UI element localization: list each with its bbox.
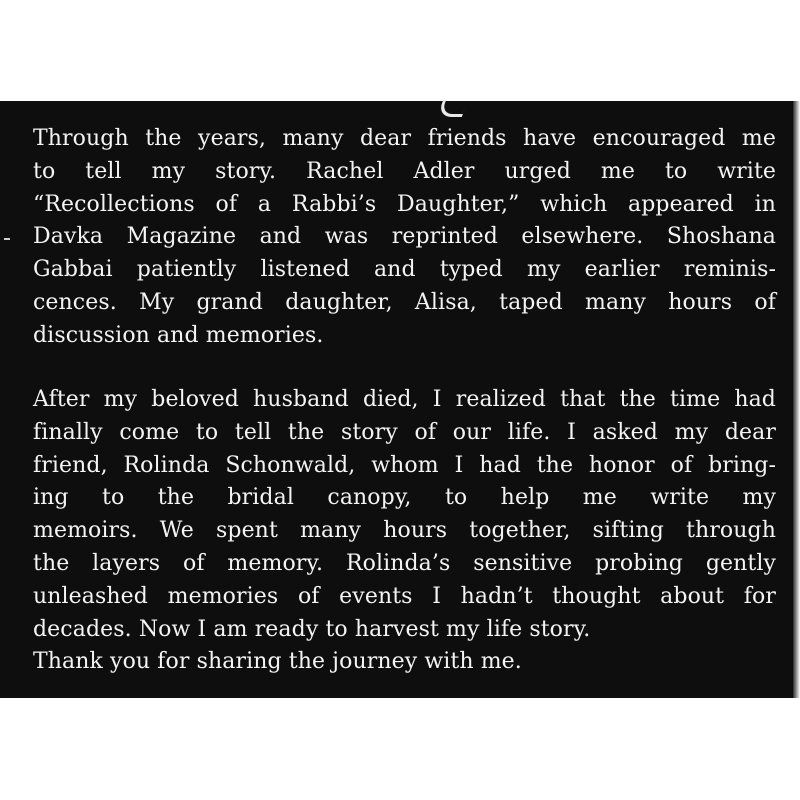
paragraph-line: unleashed memories of events I hadn’t thought about for [33,583,776,609]
paragraph-line: friend, Rolinda Schonwald, whom I had the honor of bring- [33,452,776,478]
paragraph-line: Through the years, many dear friends have encouraged me [33,126,776,151]
paragraph-line: Gabbai patiently listened and typed my earlier reminis- [33,257,776,283]
paragraph-line: decades. Now I am ready to harvest my life story. [33,616,591,642]
paragraph-line: memoirs. We spent many hours together, sifting through [33,518,776,544]
paragraph-line: Thank you for sharing the journey with me. [33,649,522,675]
paragraph-line: After my beloved husband died, I realized that the time had [33,387,776,412]
paragraph-line: Davka Magazine and was reprinted elsewhere. Shoshana [33,224,776,250]
paragraph-line: ing to the bridal canopy, to help me write my [33,485,776,511]
paragraph-line: to tell my story. Rachel Adler urged me to write [33,158,776,184]
paragraph-2 [33,384,776,679]
panel-edge [793,101,800,698]
paragraph-line: “Recollections of a Rabbi’s Daughter,” which appeared in [33,191,776,217]
paragraph-1 [33,123,776,353]
paragraph-line: finally come to tell the story of our life. I asked my dear [33,419,776,445]
paragraph-line: the layers of memory. Rolinda’s sensitive probing gently [33,550,776,576]
margin-mark [4,238,10,240]
paragraph-line: discussion and memories. [33,322,324,348]
paragraph-line: cences. My grand daughter, Alisa, taped many hours of [33,289,776,315]
